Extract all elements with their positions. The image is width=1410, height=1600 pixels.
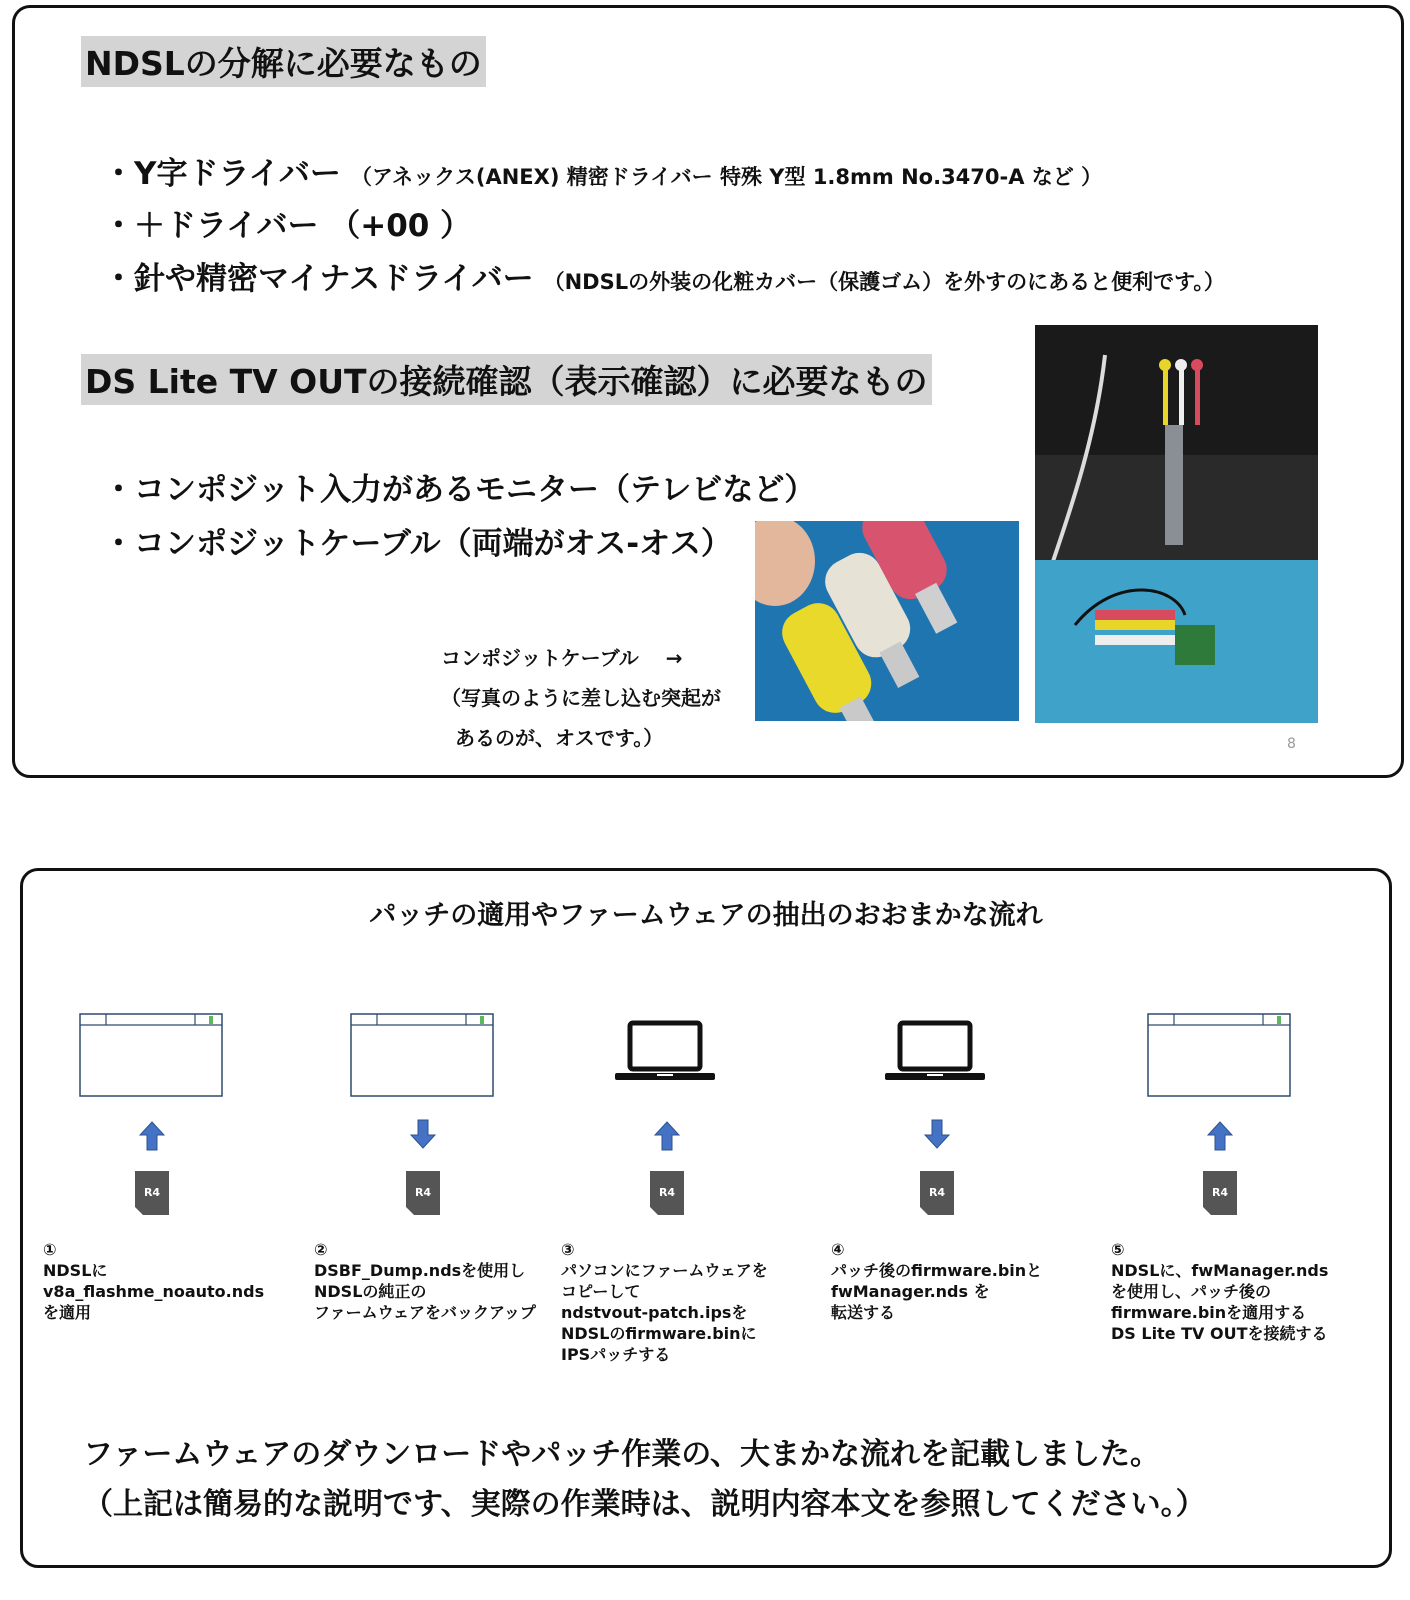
bullet-plus-driver — [103, 200, 471, 245]
sd-card-label: R4 — [414, 1186, 432, 1199]
tv-connection-photo — [1035, 325, 1318, 723]
composite-cable-photo — [755, 521, 1019, 721]
arrow-down-icon — [410, 1119, 436, 1149]
sd-card-label: R4 — [1211, 1186, 1229, 1199]
slide-tools — [12, 5, 1404, 778]
flow-title: パッチの適用やファームウェアの抽出のおおまかな流れ — [369, 900, 1043, 931]
bullet-note: （アネックス(ANEX) 精密ドライバー 特殊 Y型 1.8mm No.3470-A など ） — [350, 165, 1103, 189]
arrow-up-icon — [1207, 1121, 1233, 1151]
arrow-up-icon — [139, 1121, 165, 1151]
caption-line: あるのが、オスです。） — [455, 726, 664, 750]
heading-tvout-check: DS Lite TV OUTの接続確認（表示確認）に必要なもの — [81, 354, 932, 405]
sd-card-label: R4 — [928, 1186, 946, 1199]
step-description: ④ パッチ後のfirmware.binと fwManager.nds を 転送する — [831, 1240, 1043, 1322]
slide-flow — [20, 868, 1392, 1568]
arrow-down-icon — [924, 1119, 950, 1149]
laptop-icon — [613, 1019, 717, 1085]
sd-card-icon — [650, 1171, 684, 1215]
sd-card-label: R4 — [143, 1186, 161, 1199]
bullet-y-driver — [103, 148, 1102, 193]
caption-line: （写真のように差し込む突起が — [441, 686, 721, 710]
step-description: ⑤ NDSLに、fwManager.nds を使用し、パッチ後の firmware.binを適用する DS Lite TV OUTを接続する — [1111, 1240, 1329, 1343]
sd-card-icon — [135, 1171, 169, 1215]
footer-summary: ファームウェアのダウンロードやパッチ作業の、大まかな流れを記載しました。 — [83, 1437, 1160, 1472]
sd-card-icon — [406, 1171, 440, 1215]
page-number: 8 — [1287, 736, 1296, 752]
bullet-main: ・針や精密マイナスドライバー — [103, 261, 534, 297]
sd-card-icon — [1203, 1171, 1237, 1215]
heading-disassembly-tools: NDSLの分解に必要なもの — [81, 36, 486, 87]
bullet-cable: ・コンポジットケーブル（両端がオス-オス） — [103, 526, 732, 562]
footer-note: （上記は簡易的な説明です、実際の作業時は、説明内容本文を参照してください。） — [83, 1487, 1206, 1522]
bullet-monitor: ・コンポジット入力があるモニター（テレビなど） — [103, 472, 816, 508]
ds-console-icon — [79, 1013, 223, 1097]
bullet-main: ・＋ドライバー （+00 ） — [103, 208, 472, 244]
ds-console-icon — [1147, 1013, 1291, 1097]
step-description: ① NDSLに v8a_flashme_noauto.nds を適用 — [43, 1240, 265, 1322]
bullet-needle-driver — [103, 253, 1225, 298]
bullet-main: ・Y字ドライバー — [103, 156, 341, 192]
caption-line: コンポジットケーブル → — [441, 646, 683, 670]
sd-card-icon — [920, 1171, 954, 1215]
ds-console-icon — [350, 1013, 494, 1097]
step-description: ③ パソコンにファームウェアを コピーして ndstvout-patch.ipsを NDSLのfirmware.binに IPSパッチする — [561, 1240, 768, 1364]
bullet-note: （NDSLの外装の化粧カバー（保護ゴム）を外すのにあると便利です。） — [543, 270, 1225, 294]
arrow-up-icon — [654, 1121, 680, 1151]
laptop-icon — [883, 1019, 987, 1085]
step-description: ② DSBF_Dump.ndsを使用し NDSLの純正の ファームウェアをバックアップ — [314, 1240, 536, 1322]
sd-card-label: R4 — [658, 1186, 676, 1199]
